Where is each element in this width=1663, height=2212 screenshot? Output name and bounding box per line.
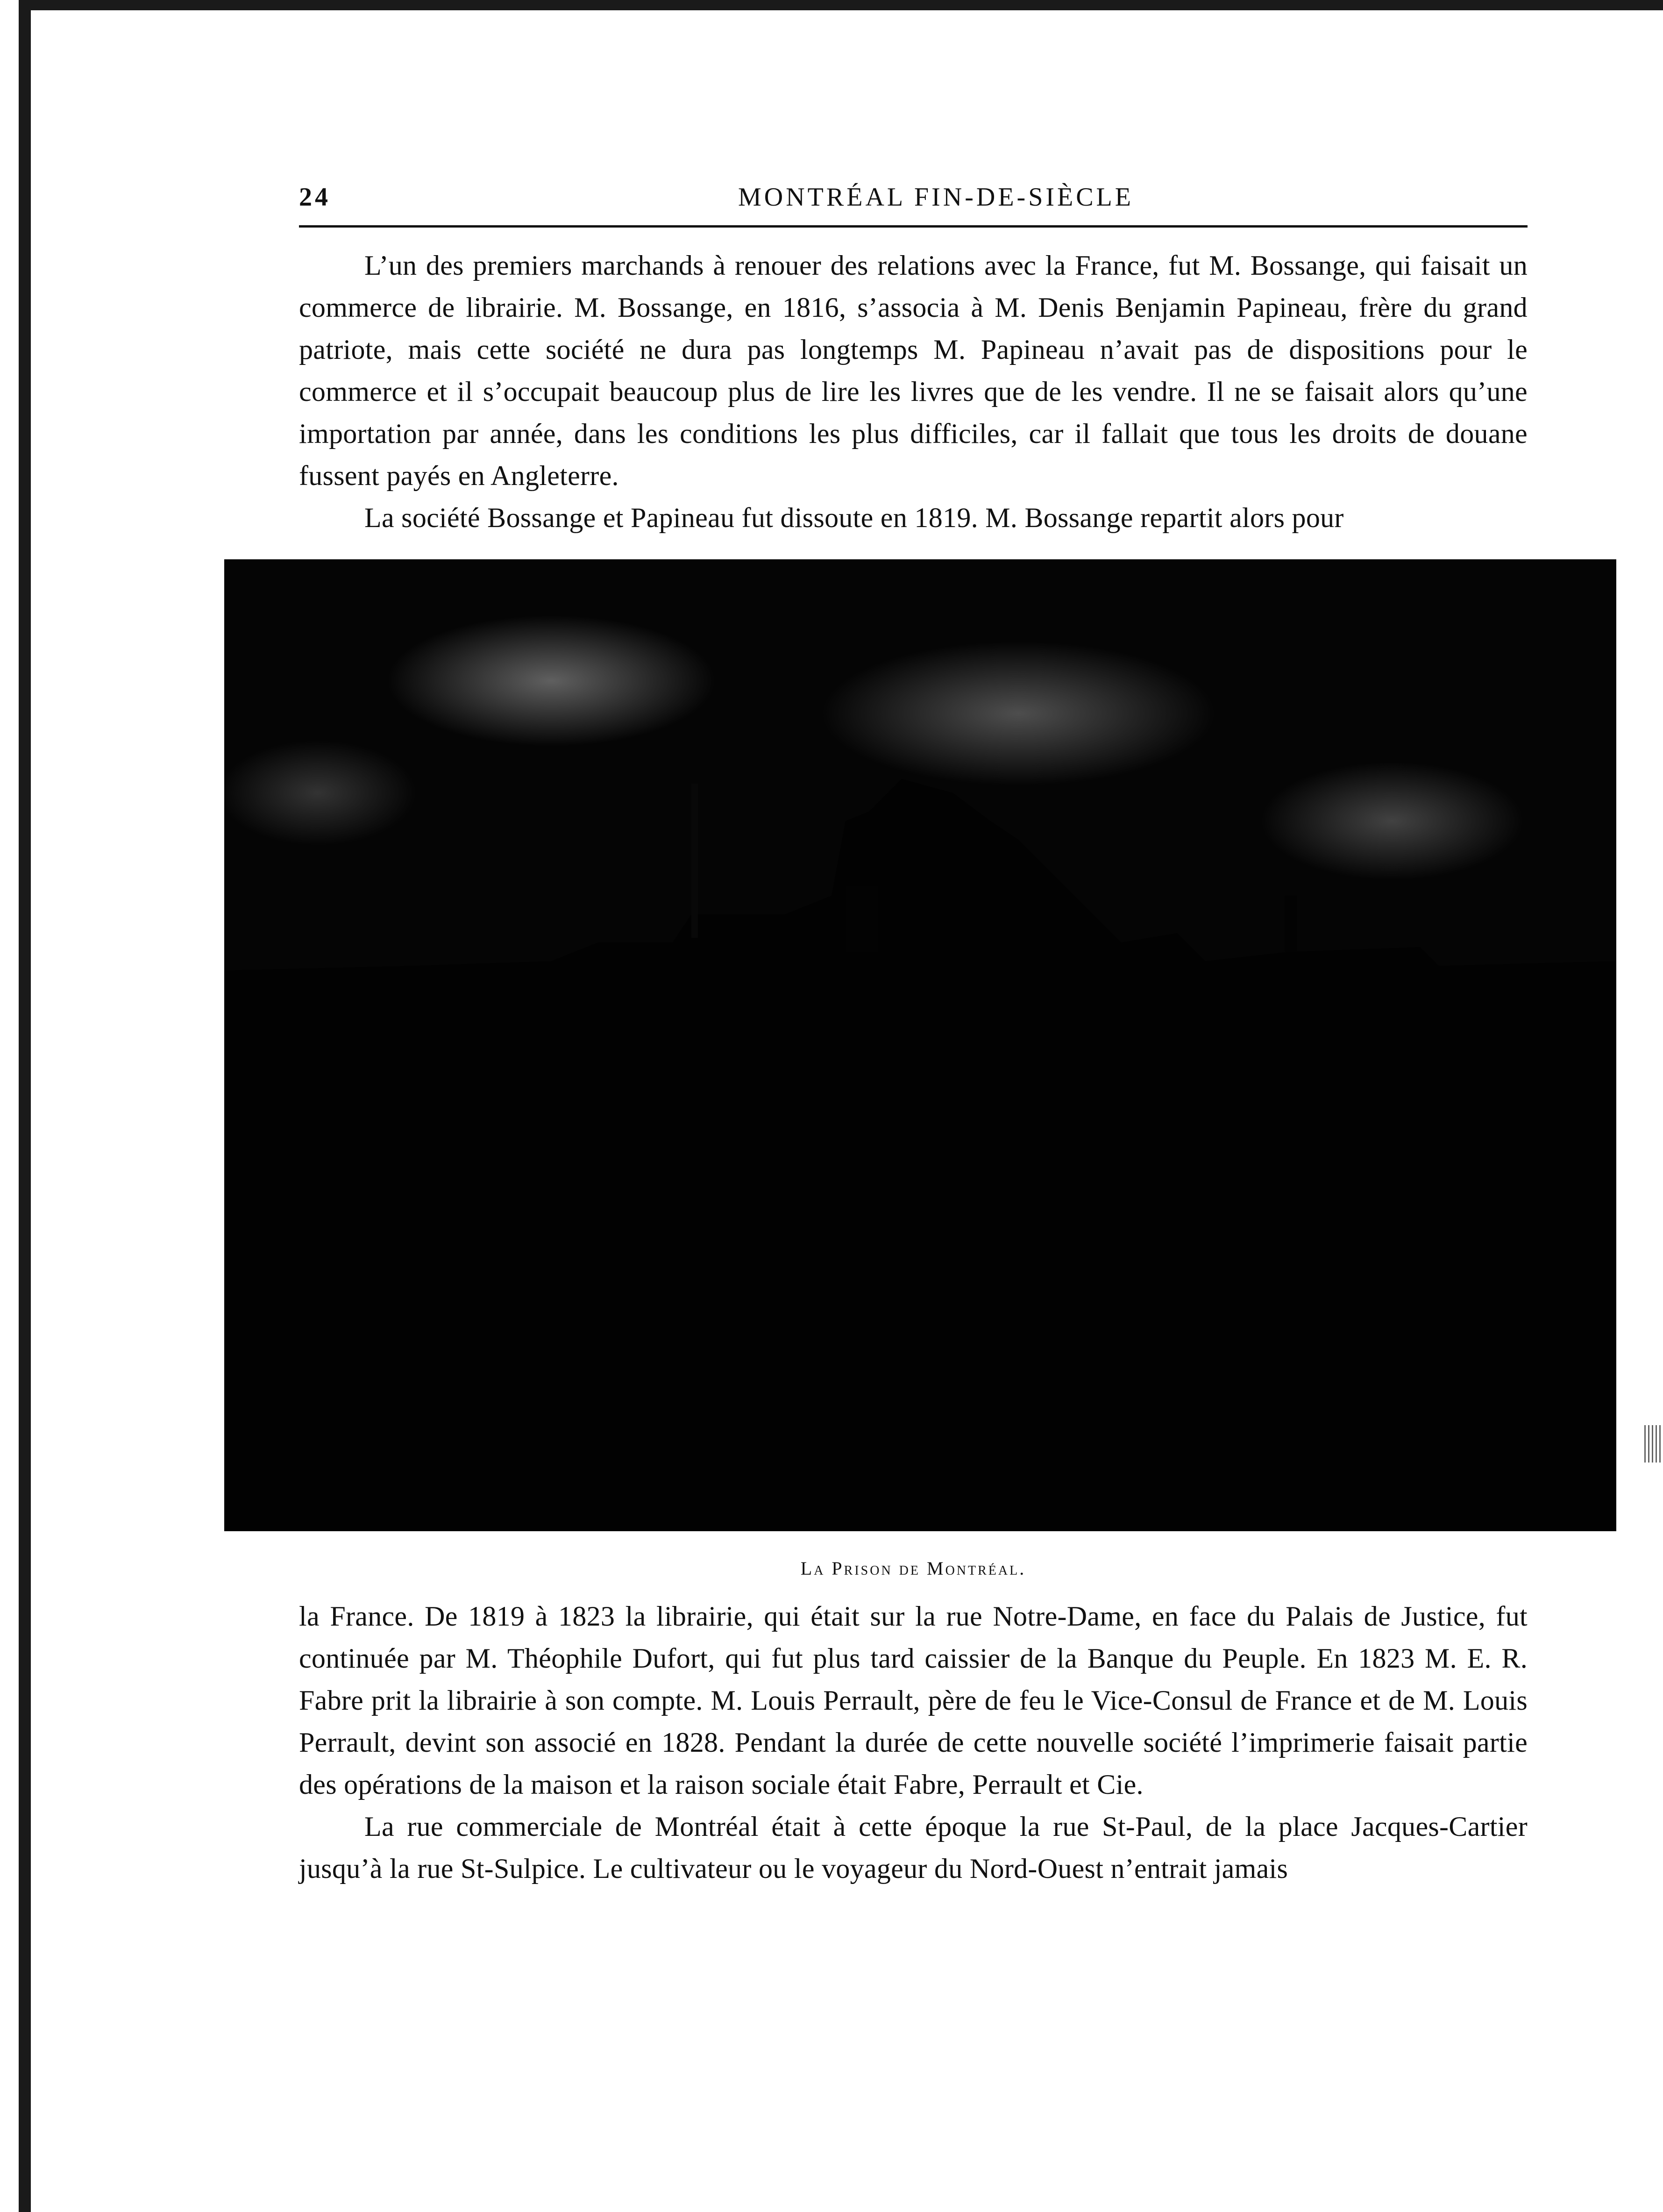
prison-photograph	[224, 559, 1616, 1531]
scan-border-left	[19, 0, 31, 2212]
photo-caption: La Prison de Montréal.	[800, 1558, 1026, 1579]
paragraph-3: La rue commerciale de Montréal était à cette époque la rue St-Paul, de la place Jacques-Cartier jusqu’à la rue St-Sulpice. Le cultivateur ou le voyageur du Nord-Ouest n’entrait jamais	[299, 1811, 1528, 1884]
running-head	[299, 182, 1528, 215]
prison-silhouette	[224, 559, 1616, 1531]
paragraph-2-start: La société Bossange et Papineau fut dissoute en 1819. M. Bossange repartit alors pour	[364, 502, 1344, 533]
page-number: 24	[299, 183, 331, 212]
book-page	[299, 182, 1528, 1890]
paragraph-2-continued: la France. De 1819 à 1823 la librairie, qui était sur la rue Notre-Dame, en face du Palais de Justice, fut continuée par M. Théophile Dufort, qui fut plus tard caissier de la Banque du Peuple. En 1823 M. E. R. Fabre prit la librairie à son compte. M. Louis Perrault, père de feu le Vice-Consul de France et de M. Louis Perrault, devint son associé en 1828. Pendant la durée de cette nouvelle société l’imprimerie faisait partie des opérations de la maison et la raison sociale était Fabre, Perrault et Cie.	[299, 1601, 1528, 1800]
paragraph-1: L’un des premiers marchands à renouer des relations avec la France, fut M. Bossange, qui faisait un commerce de librairie. M. Bossange, en 1816, s’associa à M. Denis Benjamin Papineau, frère du grand patriote, mais cette société ne dura pas longtemps M. Papineau n’avait pas de dispositions pour le commerce et il s’occupait beaucoup plus de lire les livres que de les vendre. Il ne se faisait alors qu’une importation par année, dans les conditions les plus difficiles, car il fallait que tous les droits de douane fussent payés en Angleterre.	[299, 250, 1528, 491]
header-rule	[299, 225, 1528, 228]
scan-edge-right	[1644, 1425, 1663, 1463]
scan-border-top	[19, 0, 1663, 10]
running-title: MONTRÉAL FIN-DE-SIÈCLE	[738, 183, 1134, 212]
